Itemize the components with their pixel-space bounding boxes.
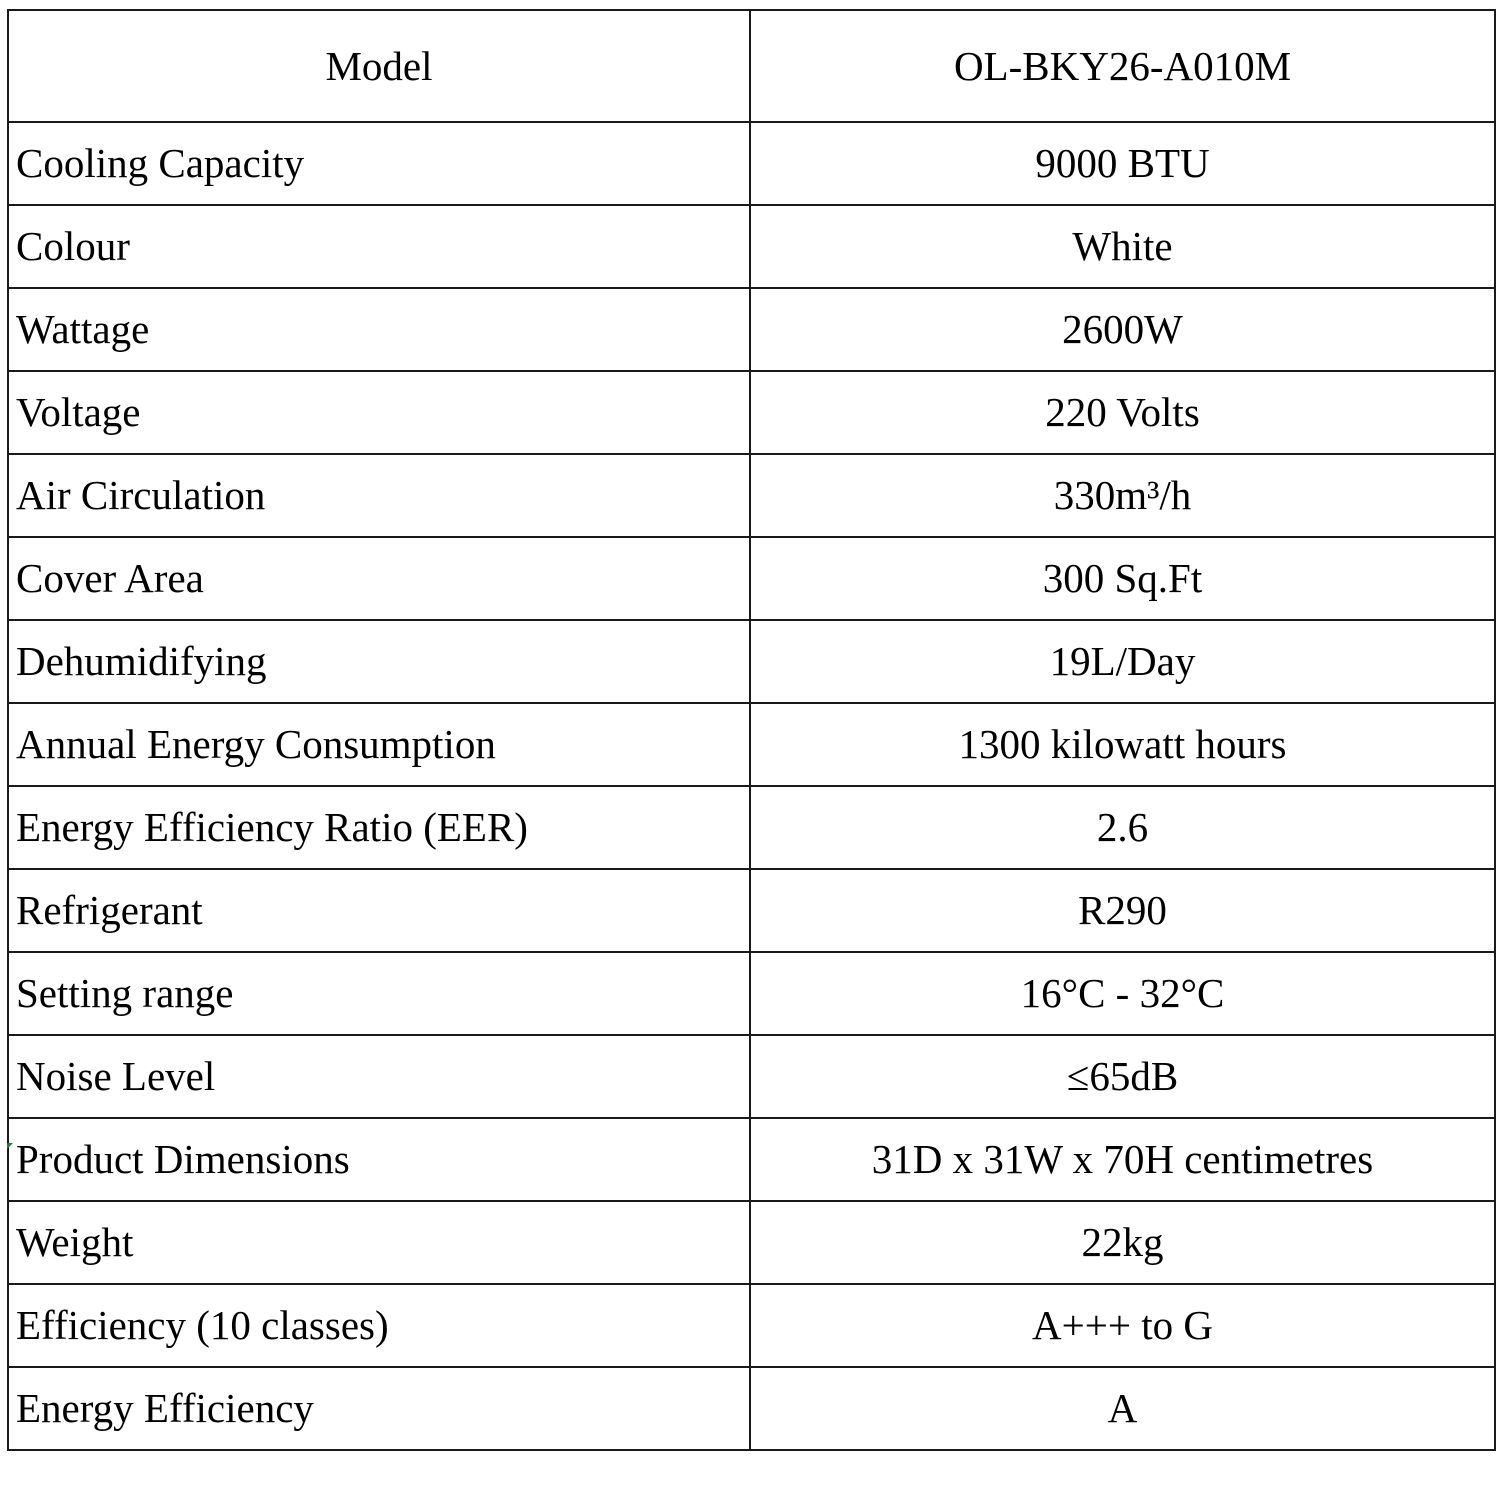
row-label: Energy Efficiency	[8, 1367, 750, 1450]
row-value: White	[750, 205, 1495, 288]
row-value: 31D x 31W x 70H centimetres	[750, 1118, 1495, 1201]
table-row	[8, 122, 1495, 205]
row-value: 300 Sq.Ft	[750, 537, 1495, 620]
row-value: 220 Volts	[750, 371, 1495, 454]
table-row	[8, 537, 1495, 620]
table-row	[8, 454, 1495, 537]
row-value: 19L/Day	[750, 620, 1495, 703]
cell-comment-indicator-icon	[7, 1143, 13, 1149]
row-value: 22kg	[750, 1201, 1495, 1284]
row-value: 9000 BTU	[750, 122, 1495, 205]
table-row	[8, 869, 1495, 952]
table-row	[8, 1201, 1495, 1284]
row-label: Setting range	[8, 952, 750, 1035]
row-label: Cooling Capacity	[8, 122, 750, 205]
row-label: Dehumidifying	[8, 620, 750, 703]
row-value: 1300 kilowatt hours	[750, 703, 1495, 786]
model-header-value: OL-BKY26-A010M	[750, 10, 1495, 122]
table-row	[8, 1035, 1495, 1118]
table-row	[8, 620, 1495, 703]
row-value: 330m³/h	[750, 454, 1495, 537]
row-value: A+++ to G	[750, 1284, 1495, 1367]
row-value: 16°C - 32°C	[750, 952, 1495, 1035]
row-label: Efficiency (10 classes)	[8, 1284, 750, 1367]
table-row	[8, 952, 1495, 1035]
table-row	[8, 205, 1495, 288]
row-label: Colour	[8, 205, 750, 288]
spec-sheet	[7, 9, 1496, 1451]
table-row	[8, 786, 1495, 869]
row-label: Voltage	[8, 371, 750, 454]
row-label: Wattage	[8, 288, 750, 371]
row-label: Cover Area	[8, 537, 750, 620]
table-row	[8, 288, 1495, 371]
model-header-label: Model	[8, 10, 750, 122]
table-row	[8, 1367, 1495, 1450]
specifications-table	[7, 9, 1496, 1451]
row-label: Refrigerant	[8, 869, 750, 952]
row-value: ≤65dB	[750, 1035, 1495, 1118]
row-label: Energy Efficiency Ratio (EER)	[8, 786, 750, 869]
row-value: R290	[750, 869, 1495, 952]
table-header-row	[8, 10, 1495, 122]
table-row	[8, 1118, 1495, 1201]
row-label: Noise Level	[8, 1035, 750, 1118]
row-value: 2.6	[750, 786, 1495, 869]
row-value: 2600W	[750, 288, 1495, 371]
row-value: A	[750, 1367, 1495, 1450]
row-label: Weight	[8, 1201, 750, 1284]
row-label: Product Dimensions	[8, 1118, 750, 1201]
row-label: Annual Energy Consumption	[8, 703, 750, 786]
row-label: Air Circulation	[8, 454, 750, 537]
table-row	[8, 1284, 1495, 1367]
table-row	[8, 703, 1495, 786]
table-row	[8, 371, 1495, 454]
